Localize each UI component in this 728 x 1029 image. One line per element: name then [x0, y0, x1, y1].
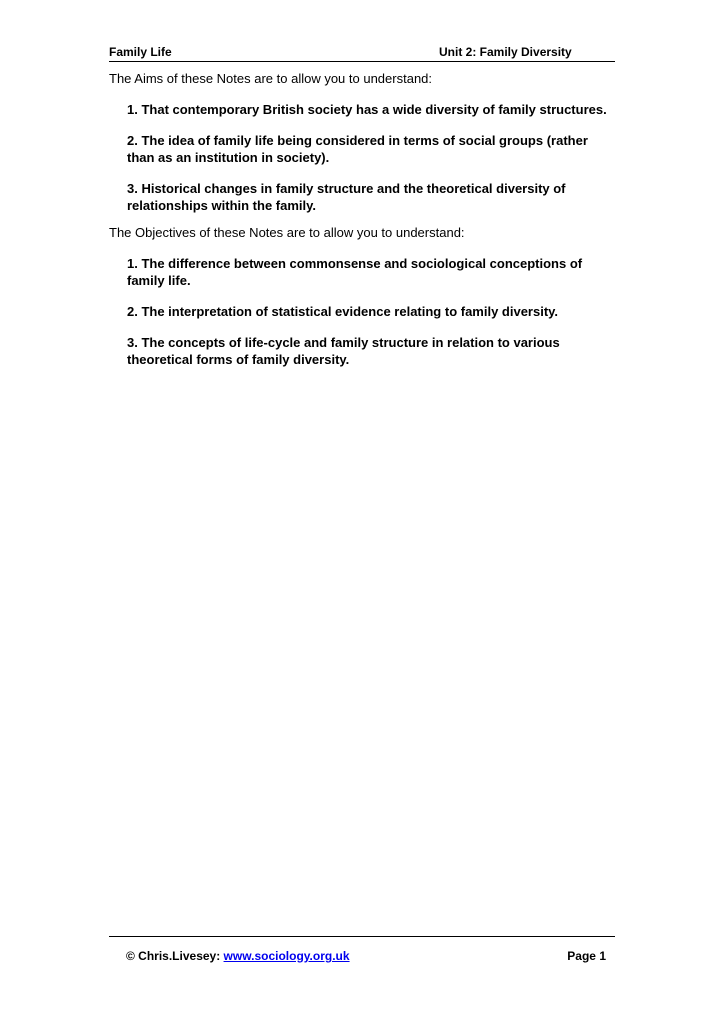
aims-section [109, 70, 615, 214]
aims-item: 3. Historical changes in family structure and the theoretical diversity of relationships within the family. [127, 181, 566, 213]
document-body [109, 70, 615, 378]
website-link[interactable]: www.sociology.org.uk [223, 949, 350, 963]
objectives-item: 1. The difference between commonsense and sociological conceptions of family life. [127, 256, 583, 288]
copyright-text: © Chris.Livesey: [126, 949, 224, 963]
objectives-section [109, 224, 615, 368]
objectives-intro: The Objectives of these Notes are to allow you to understand: [109, 225, 465, 240]
page-footer [109, 936, 615, 963]
aims-intro: The Aims of these Notes are to allow you to understand: [109, 71, 433, 86]
header-title: Family Life [109, 45, 172, 59]
aims-item: 1. That contemporary British society has a wide diversity of family structures. [127, 102, 607, 117]
page-number: Page 1 [567, 949, 606, 963]
footer-credit [126, 949, 350, 963]
page-header [109, 42, 615, 62]
objectives-list [127, 255, 615, 368]
header-unit: Unit 2: Family Diversity [439, 45, 572, 59]
aims-item: 2. The idea of family life being considered in terms of social groups (rather than as an institution in society). [127, 133, 588, 165]
aims-list [127, 101, 615, 214]
objectives-item: 3. The concepts of life-cycle and family structure in relation to various theoretical forms of family diversity. [127, 335, 560, 367]
objectives-item: 2. The interpretation of statistical evidence relating to family diversity. [127, 304, 559, 319]
